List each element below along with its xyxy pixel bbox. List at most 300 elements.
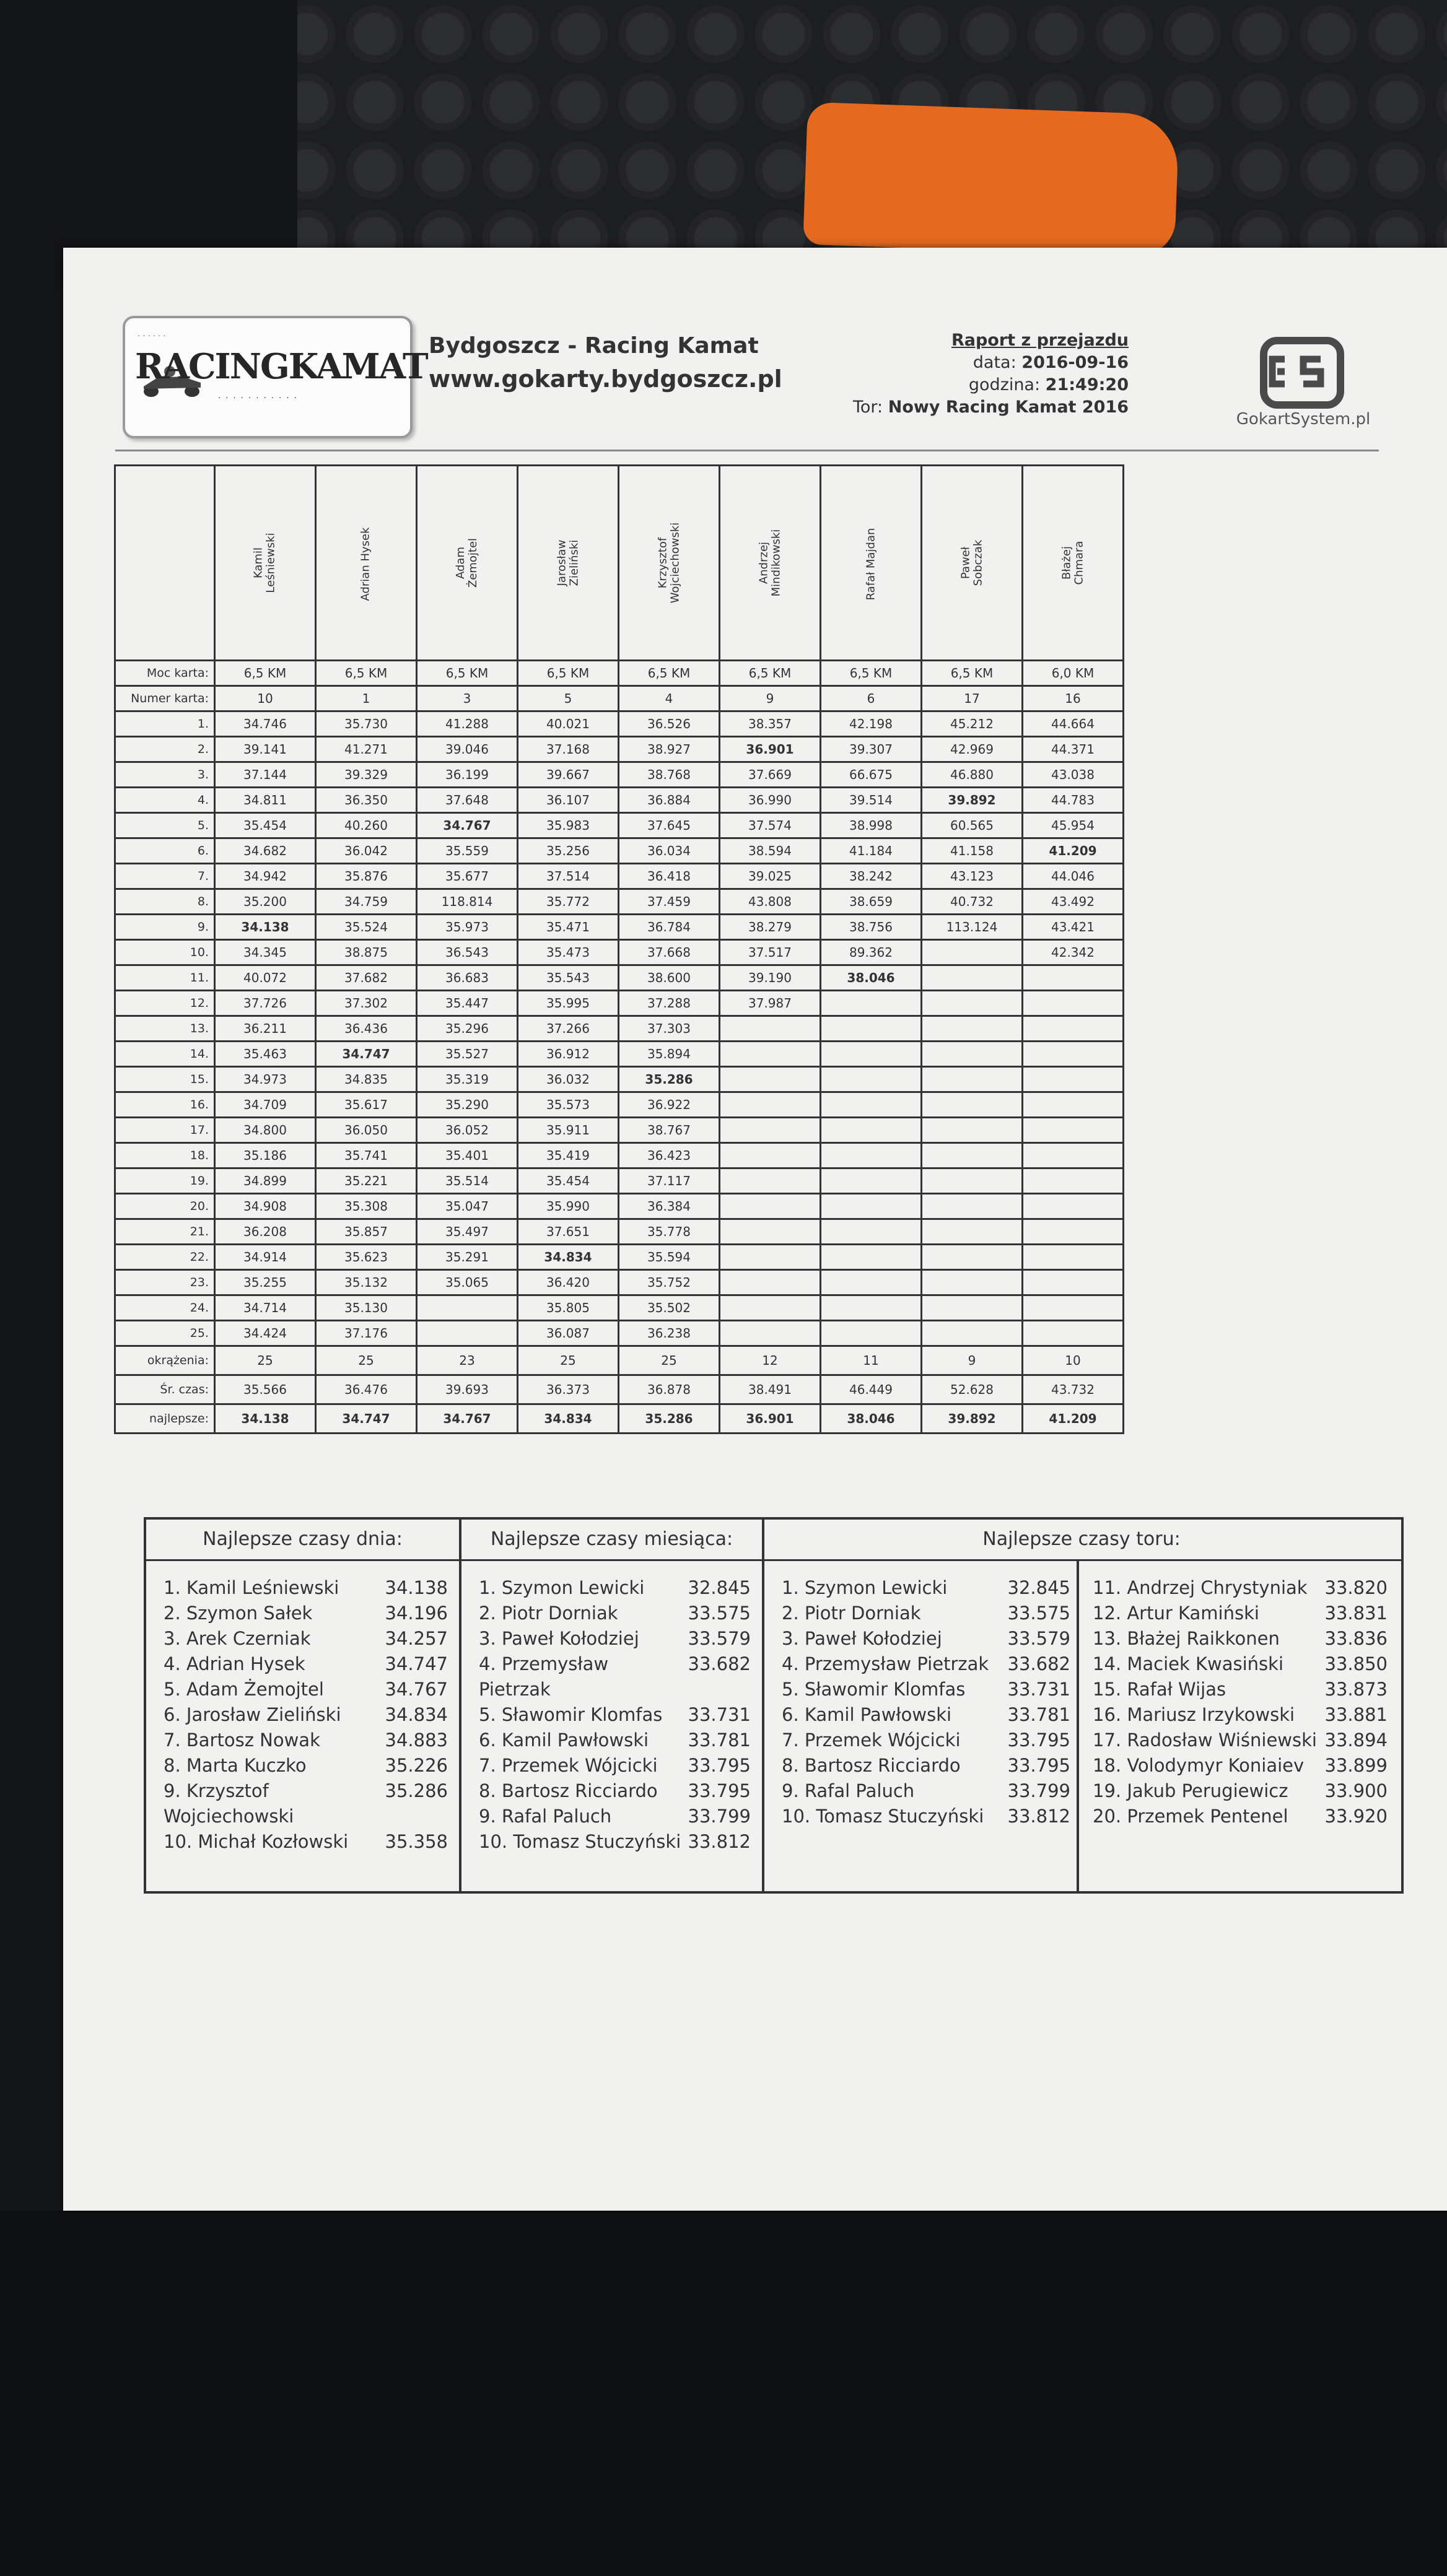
lap-time-cell: 36.238 xyxy=(619,1321,720,1346)
ranking-row xyxy=(1093,1702,1388,1728)
ranking-row xyxy=(782,1728,1070,1753)
lap-row xyxy=(115,737,1124,762)
lap-row xyxy=(115,1042,1124,1067)
ranking-row xyxy=(164,1728,448,1753)
lap-time-cell: 43.421 xyxy=(1023,915,1124,940)
lap-time-cell: 35.308 xyxy=(316,1194,417,1219)
lap-row xyxy=(115,991,1124,1016)
lap-time-cell xyxy=(720,1168,821,1194)
lap-time-cell: 35.995 xyxy=(518,991,619,1016)
lap-time-cell xyxy=(417,1321,518,1346)
lap-time-cell xyxy=(922,1270,1023,1295)
lap-time-cell: 36.884 xyxy=(619,788,720,813)
lap-row xyxy=(115,838,1124,864)
table-cell: 11 xyxy=(821,1346,922,1375)
lap-row xyxy=(115,864,1124,889)
lap-number: 23. xyxy=(115,1270,215,1295)
lap-number: 11. xyxy=(115,965,215,991)
ranking-row xyxy=(164,1829,448,1855)
driver-name-cell xyxy=(215,466,316,661)
lap-time-cell xyxy=(922,1295,1023,1321)
lap-time-cell: 41.158 xyxy=(922,838,1023,864)
ranking-time: 34.747 xyxy=(385,1653,448,1674)
lap-time-cell: 37.651 xyxy=(518,1219,619,1245)
lap-number: 14. xyxy=(115,1042,215,1067)
lap-time-cell: 37.682 xyxy=(316,965,417,991)
lap-time-cell: 37.144 xyxy=(215,762,316,788)
lap-time-cell xyxy=(922,1067,1023,1092)
ranking-time: 32.845 xyxy=(688,1577,751,1598)
lap-time-cell xyxy=(1023,1118,1124,1143)
lap-time-cell: 35.419 xyxy=(518,1143,619,1168)
ranking-name: 13. Błażej Raikkonen xyxy=(1093,1628,1280,1649)
lap-time-cell xyxy=(720,1067,821,1092)
ranking-row xyxy=(1093,1778,1388,1804)
lap-time-cell: 37.514 xyxy=(518,864,619,889)
lap-time-cell xyxy=(720,1295,821,1321)
lap-time-cell xyxy=(922,965,1023,991)
ranking-time: 35.358 xyxy=(385,1831,448,1852)
lap-row xyxy=(115,915,1124,940)
lap-time-cell: 36.032 xyxy=(518,1067,619,1092)
lap-time-cell: 36.423 xyxy=(619,1143,720,1168)
ranking-name: 9. Rafal Paluch xyxy=(479,1806,612,1827)
ranking-time: 33.795 xyxy=(1007,1755,1070,1776)
ranking-name: 7. Przemek Wójcicki xyxy=(479,1755,658,1776)
lap-time-cell: 39.514 xyxy=(821,788,922,813)
lap-time-cell: 34.914 xyxy=(215,1245,316,1270)
lap-time-cell: 34.345 xyxy=(215,940,316,965)
report-track: Tor: Nowy Racing Kamat 2016 xyxy=(852,398,1129,417)
lap-row xyxy=(115,1168,1124,1194)
lap-time-cell: 36.526 xyxy=(619,711,720,737)
lap-number: 15. xyxy=(115,1067,215,1092)
ranking-name: 6. Jarosław Zieliński xyxy=(164,1704,341,1725)
lap-time-cell xyxy=(922,940,1023,965)
ranking-row xyxy=(782,1804,1070,1829)
ranking-name: 4. Przemysław Pietrzak xyxy=(479,1653,609,1700)
report-title: Raport z przejazdu xyxy=(951,331,1129,350)
lap-time-cell: 34.747 xyxy=(316,1042,417,1067)
best-lap-row xyxy=(115,1404,1124,1434)
lap-time-cell: 37.669 xyxy=(720,762,821,788)
lap-time-cell xyxy=(720,1245,821,1270)
driver-name: Rafał Majdan xyxy=(864,528,877,601)
ranking-name: 8. Marta Kuczko xyxy=(164,1755,307,1776)
lap-time-cell xyxy=(821,1016,922,1042)
lap-time-cell: 36.042 xyxy=(316,838,417,864)
lap-time-cell: 36.384 xyxy=(619,1194,720,1219)
table-cell: 34.767 xyxy=(417,1404,518,1434)
lap-time-cell: 36.211 xyxy=(215,1016,316,1042)
lap-time-cell: 37.574 xyxy=(720,813,821,838)
lap-time-cell xyxy=(1023,1168,1124,1194)
lap-time-cell: 37.176 xyxy=(316,1321,417,1346)
lap-time-cell: 36.543 xyxy=(417,940,518,965)
best-track-title: Najlepsze czasy toru: xyxy=(982,1528,1181,1550)
lap-time-cell xyxy=(821,1245,922,1270)
lap-time-cell: 35.401 xyxy=(417,1143,518,1168)
ranking-time: 34.767 xyxy=(385,1679,448,1700)
lap-time-cell: 37.645 xyxy=(619,813,720,838)
lap-time-cell xyxy=(821,1194,922,1219)
lap-time-cell: 39.667 xyxy=(518,762,619,788)
lap-time-cell: 35.454 xyxy=(215,813,316,838)
table-cell: 39.892 xyxy=(922,1404,1023,1434)
table-cell: 52.628 xyxy=(922,1375,1023,1404)
lap-number: 16. xyxy=(115,1092,215,1118)
lap-time-cell: 38.659 xyxy=(821,889,922,915)
ranking-time: 33.795 xyxy=(688,1780,751,1801)
ranking-name: 3. Arek Czerniak xyxy=(164,1628,311,1649)
lap-number: 20. xyxy=(115,1194,215,1219)
table-cell: 17 xyxy=(922,686,1023,711)
lap-time-cell: 118.814 xyxy=(417,889,518,915)
ranking-name: 2. Piotr Dorniak xyxy=(479,1603,618,1624)
table-cell: 12 xyxy=(720,1346,821,1375)
ranking-time: 34.883 xyxy=(385,1730,448,1751)
lap-time-cell: 35.594 xyxy=(619,1245,720,1270)
ranking-row xyxy=(164,1575,448,1601)
lap-time-cell: 38.756 xyxy=(821,915,922,940)
ranking-name: 7. Bartosz Nowak xyxy=(164,1730,320,1751)
lap-time-cell xyxy=(922,1143,1023,1168)
table-cell: 34.747 xyxy=(316,1404,417,1434)
driver-name-cell xyxy=(518,466,619,661)
lap-time-cell xyxy=(821,1118,922,1143)
table-cell: 4 xyxy=(619,686,720,711)
best-month-column xyxy=(461,1520,762,1891)
ranking-time: 33.900 xyxy=(1324,1780,1388,1801)
lap-time-cell: 35.186 xyxy=(215,1143,316,1168)
lap-time-cell: 43.123 xyxy=(922,864,1023,889)
lap-number: 3. xyxy=(115,762,215,788)
table-cell: 35.566 xyxy=(215,1375,316,1404)
lap-row xyxy=(115,1092,1124,1118)
lap-number: 9. xyxy=(115,915,215,940)
lap-time-cell: 36.901 xyxy=(720,737,821,762)
lap-time-cell: 35.543 xyxy=(518,965,619,991)
lap-time-cell xyxy=(821,1270,922,1295)
ranking-row xyxy=(1093,1626,1388,1651)
lap-time-cell: 36.052 xyxy=(417,1118,518,1143)
lap-time-cell: 45.212 xyxy=(922,711,1023,737)
lap-time-cell xyxy=(1023,1219,1124,1245)
lap-time-cell: 35.290 xyxy=(417,1092,518,1118)
table-cell: 36.476 xyxy=(316,1375,417,1404)
best-track-column xyxy=(764,1520,1399,1891)
lap-number: 18. xyxy=(115,1143,215,1168)
ranking-name: 16. Mariusz Irzykowski xyxy=(1093,1704,1295,1725)
lap-number: 13. xyxy=(115,1016,215,1042)
ranking-name: 4. Adrian Hysek xyxy=(164,1653,305,1674)
table-cell: 9 xyxy=(922,1346,1023,1375)
ranking-row xyxy=(782,1626,1070,1651)
lap-time-cell: 38.875 xyxy=(316,940,417,965)
lap-time-cell: 34.424 xyxy=(215,1321,316,1346)
lap-time-cell: 34.908 xyxy=(215,1194,316,1219)
lap-time-cell: 35.876 xyxy=(316,864,417,889)
table-cell: 35.286 xyxy=(619,1404,720,1434)
power-row xyxy=(115,661,1124,686)
lap-time-cell: 43.492 xyxy=(1023,889,1124,915)
ranking-time: 33.920 xyxy=(1324,1806,1388,1827)
best-day-column xyxy=(146,1520,459,1891)
lap-time-cell: 36.683 xyxy=(417,965,518,991)
lap-time-cell: 37.288 xyxy=(619,991,720,1016)
table-cell: 10 xyxy=(215,686,316,711)
ranking-time: 33.836 xyxy=(1324,1628,1388,1649)
lap-time-cell: 35.132 xyxy=(316,1270,417,1295)
lap-time-cell: 34.138 xyxy=(215,915,316,940)
lap-time-cell: 37.117 xyxy=(619,1168,720,1194)
ranking-time: 32.845 xyxy=(1007,1577,1070,1598)
best-day-title: Najlepsze czasy dnia: xyxy=(203,1528,403,1550)
lap-time-cell: 36.912 xyxy=(518,1042,619,1067)
ranking-time: 33.812 xyxy=(1007,1806,1070,1827)
ranking-row xyxy=(164,1626,448,1651)
ranking-name: 2. Szymon Sałek xyxy=(164,1603,313,1624)
lap-time-cell: 35.291 xyxy=(417,1245,518,1270)
lap-time-cell: 40.260 xyxy=(316,813,417,838)
ranking-name: 8. Bartosz Ricciardo xyxy=(479,1780,658,1801)
driver-name-cell xyxy=(1023,466,1124,661)
lap-row xyxy=(115,1321,1124,1346)
row-label: Moc karta: xyxy=(115,661,215,686)
lap-time-cell: 35.772 xyxy=(518,889,619,915)
ranking-name: 10. Tomasz Stuczyński xyxy=(479,1831,681,1852)
lap-time-cell xyxy=(922,1118,1023,1143)
lap-time-cell: 35.730 xyxy=(316,711,417,737)
row-label: najlepsze: xyxy=(115,1404,215,1434)
lap-time-cell: 36.087 xyxy=(518,1321,619,1346)
lap-time-cell: 35.911 xyxy=(518,1118,619,1143)
lap-time-cell: 35.200 xyxy=(215,889,316,915)
lap-time-cell: 36.784 xyxy=(619,915,720,940)
lap-time-cell xyxy=(922,1042,1023,1067)
table-cell: 5 xyxy=(518,686,619,711)
lap-time-cell: 35.973 xyxy=(417,915,518,940)
lap-time-cell: 35.047 xyxy=(417,1194,518,1219)
table-cell: 36.878 xyxy=(619,1375,720,1404)
lap-time-cell: 34.973 xyxy=(215,1067,316,1092)
table-cell: 6,5 KM xyxy=(215,661,316,686)
lap-time-cell: 37.726 xyxy=(215,991,316,1016)
ranking-row xyxy=(1093,1601,1388,1626)
driver-name: Andrzej Mindikowski xyxy=(757,529,782,597)
ranking-row xyxy=(782,1575,1070,1601)
lap-number: 22. xyxy=(115,1245,215,1270)
lap-time-cell: 34.834 xyxy=(518,1245,619,1270)
table-cell: 36.901 xyxy=(720,1404,821,1434)
lap-time-cell: 36.107 xyxy=(518,788,619,813)
lap-row xyxy=(115,1270,1124,1295)
lap-time-cell xyxy=(720,1042,821,1067)
ranking-time: 33.682 xyxy=(688,1653,751,1674)
table-cell: 6,5 KM xyxy=(821,661,922,686)
lap-time-cell: 35.805 xyxy=(518,1295,619,1321)
lap-time-cell: 35.463 xyxy=(215,1042,316,1067)
ranking-row xyxy=(782,1778,1070,1804)
lap-time-cell: 36.418 xyxy=(619,864,720,889)
lap-time-cell xyxy=(720,1194,821,1219)
lap-time-cell: 43.808 xyxy=(720,889,821,915)
ranking-row xyxy=(479,1651,751,1702)
lap-time-cell: 34.746 xyxy=(215,711,316,737)
ranking-name: 9. Rafal Paluch xyxy=(782,1780,915,1801)
lap-time-cell: 37.668 xyxy=(619,940,720,965)
lap-time-cell: 35.065 xyxy=(417,1270,518,1295)
lap-number: 19. xyxy=(115,1168,215,1194)
table-cell: 38.491 xyxy=(720,1375,821,1404)
lap-time-cell xyxy=(720,1321,821,1346)
ranking-row xyxy=(1093,1728,1388,1753)
table-cell: 39.693 xyxy=(417,1375,518,1404)
lap-time-cell: 35.778 xyxy=(619,1219,720,1245)
lap-time-cell xyxy=(1023,965,1124,991)
table-cell: 34.138 xyxy=(215,1404,316,1434)
lap-time-cell xyxy=(922,1016,1023,1042)
ranking-row xyxy=(164,1651,448,1677)
table-cell: 34.834 xyxy=(518,1404,619,1434)
table-cell: 6,5 KM xyxy=(619,661,720,686)
report-sheet xyxy=(63,248,1447,2211)
lap-time-cell: 35.894 xyxy=(619,1042,720,1067)
lap-time-cell: 35.255 xyxy=(215,1270,316,1295)
ranking-name: 10. Michał Kozłowski xyxy=(164,1831,349,1852)
lap-time-cell: 35.497 xyxy=(417,1219,518,1245)
ranking-row xyxy=(1093,1753,1388,1778)
ranking-time: 33.731 xyxy=(1007,1679,1070,1700)
lap-time-cell: 36.050 xyxy=(316,1118,417,1143)
lap-number: 10. xyxy=(115,940,215,965)
lap-time-cell: 38.998 xyxy=(821,813,922,838)
lap-time-cell: 38.768 xyxy=(619,762,720,788)
ranking-time: 33.731 xyxy=(688,1704,751,1725)
lap-time-cell: 34.835 xyxy=(316,1067,417,1092)
logo-subtext: · · · · · · · · · · · xyxy=(218,394,298,403)
lap-time-cell: 35.983 xyxy=(518,813,619,838)
table-cell: 6,5 KM xyxy=(518,661,619,686)
lap-time-cell: 37.517 xyxy=(720,940,821,965)
ranking-time: 35.226 xyxy=(385,1755,448,1776)
lap-time-cell: 42.342 xyxy=(1023,940,1124,965)
ranking-time: 33.820 xyxy=(1324,1577,1388,1598)
ranking-row xyxy=(782,1651,1070,1677)
lap-time-cell xyxy=(821,1168,922,1194)
lap-number: 25. xyxy=(115,1321,215,1346)
lap-time-cell: 34.759 xyxy=(316,889,417,915)
lap-time-cell: 35.130 xyxy=(316,1295,417,1321)
lap-row xyxy=(115,1143,1124,1168)
ranking-row xyxy=(1093,1677,1388,1702)
lap-time-cell: 38.600 xyxy=(619,965,720,991)
ranking-row xyxy=(479,1702,751,1728)
lap-time-cell: 38.767 xyxy=(619,1118,720,1143)
lap-time-cell: 35.221 xyxy=(316,1168,417,1194)
lap-time-cell: 37.266 xyxy=(518,1016,619,1042)
lap-time-cell: 37.987 xyxy=(720,991,821,1016)
lap-row xyxy=(115,1067,1124,1092)
driver-name-cell xyxy=(821,466,922,661)
lap-time-cell: 34.682 xyxy=(215,838,316,864)
header-divider xyxy=(115,450,1379,451)
lap-time-cell: 44.046 xyxy=(1023,864,1124,889)
lap-time-cell xyxy=(922,1245,1023,1270)
lap-time-cell: 39.190 xyxy=(720,965,821,991)
table-cell: 23 xyxy=(417,1346,518,1375)
logo-small-text: · · · · · · xyxy=(138,332,166,341)
report-info xyxy=(769,329,1129,419)
lap-time-cell: 35.677 xyxy=(417,864,518,889)
lap-row xyxy=(115,889,1124,915)
lap-time-cell: 40.732 xyxy=(922,889,1023,915)
lap-time-cell: 35.471 xyxy=(518,915,619,940)
ranking-name: 8. Bartosz Ricciardo xyxy=(782,1755,961,1776)
table-cell: 46.449 xyxy=(821,1375,922,1404)
lap-time-cell: 36.034 xyxy=(619,838,720,864)
lap-time-cell: 36.350 xyxy=(316,788,417,813)
lap-time-cell: 36.420 xyxy=(518,1270,619,1295)
lap-time-cell: 44.371 xyxy=(1023,737,1124,762)
ranking-name: 18. Volodymyr Koniaiev xyxy=(1093,1755,1305,1776)
lap-time-cell: 40.021 xyxy=(518,711,619,737)
ranking-name: 3. Paweł Kołodziej xyxy=(479,1628,639,1649)
lap-time-cell xyxy=(922,991,1023,1016)
lap-time-cell xyxy=(1023,1092,1124,1118)
best-month-title: Najlepsze czasy miesiąca: xyxy=(490,1528,733,1550)
table-cell: 1 xyxy=(316,686,417,711)
table-cell: 36.373 xyxy=(518,1375,619,1404)
lap-row xyxy=(115,1194,1124,1219)
ranking-name: 1. Kamil Leśniewski xyxy=(164,1577,339,1598)
ranking-name: 12. Artur Kamiński xyxy=(1093,1603,1259,1624)
lap-time-cell: 35.473 xyxy=(518,940,619,965)
lap-time-cell xyxy=(720,1118,821,1143)
lap-row xyxy=(115,1295,1124,1321)
table-cell: 25 xyxy=(619,1346,720,1375)
lap-row xyxy=(115,1016,1124,1042)
lap-time-cell: 113.124 xyxy=(922,915,1023,940)
lap-time-cell xyxy=(922,1321,1023,1346)
logo-wordmark: RACINGKAMAT xyxy=(135,346,427,387)
ranking-time: 34.257 xyxy=(385,1628,448,1649)
lap-time-cell: 35.527 xyxy=(417,1042,518,1067)
driver-name-cell xyxy=(417,466,518,661)
lap-times-table xyxy=(114,464,1124,1434)
ranking-time: 33.795 xyxy=(688,1755,751,1776)
driver-name-cell xyxy=(922,466,1023,661)
lap-time-cell: 35.502 xyxy=(619,1295,720,1321)
column-divider xyxy=(1077,1559,1079,1891)
lap-time-cell: 89.362 xyxy=(821,940,922,965)
lap-time-cell: 38.594 xyxy=(720,838,821,864)
report-date: data: 2016-09-16 xyxy=(973,353,1129,372)
lap-time-cell: 35.857 xyxy=(316,1219,417,1245)
ranking-time: 33.894 xyxy=(1324,1730,1388,1751)
ranking-row xyxy=(479,1728,751,1753)
lap-time-cell: 38.927 xyxy=(619,737,720,762)
ranking-name: 11. Andrzej Chrystyniak xyxy=(1093,1577,1308,1598)
table-cell: 25 xyxy=(518,1346,619,1375)
lap-time-cell: 41.184 xyxy=(821,838,922,864)
lap-time-cell: 39.329 xyxy=(316,762,417,788)
lap-time-cell: 37.302 xyxy=(316,991,417,1016)
ranking-time: 33.812 xyxy=(688,1831,751,1852)
ranking-row xyxy=(164,1601,448,1626)
ranking-time: 34.196 xyxy=(385,1603,448,1624)
driver-name: Adrian Hysek xyxy=(359,527,372,601)
